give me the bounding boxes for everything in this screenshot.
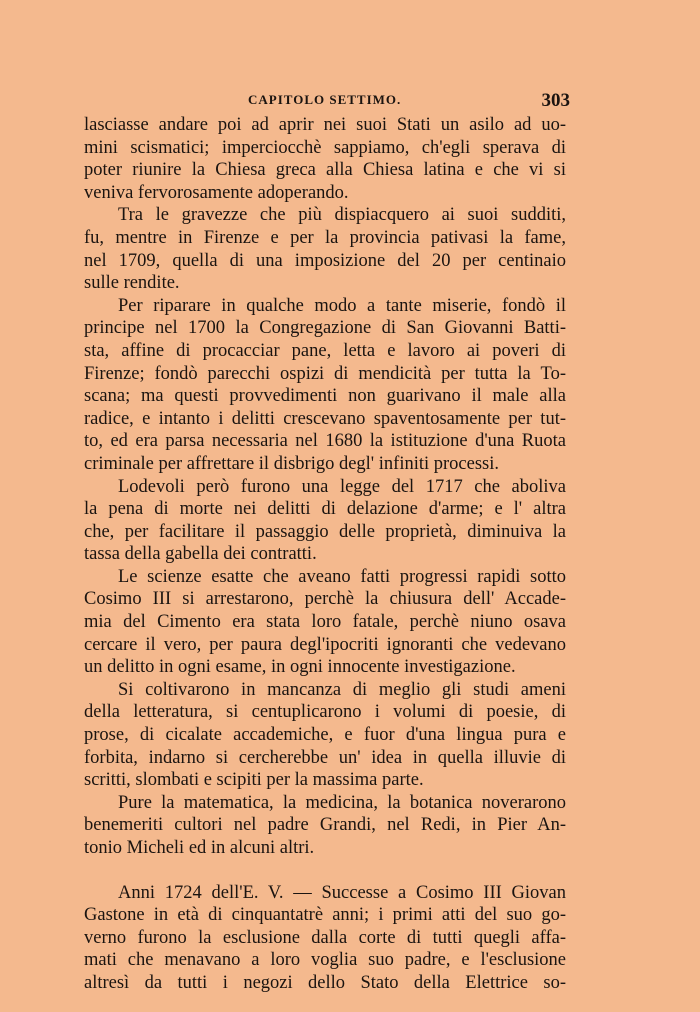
text-line: la pena di morte nei delitti di delazione d'arme; e l' altra xyxy=(84,499,566,520)
text-line: Anni 1724 dell'E. V. — Successe a Cosimo III Giovan xyxy=(118,882,566,903)
text-line: to, ed era parsa necessaria nel 1680 la istituzione d'una Ruota xyxy=(84,431,566,452)
text-line: verno furono la esclusione dalla corte di tutti quegli affa- xyxy=(84,927,566,948)
text-line: un delitto in ogni esame, in ogni innocente investigazione. xyxy=(84,657,516,678)
paragraph xyxy=(84,114,566,204)
text-line: fu, mentre in Firenze e per la provincia pativasi la fame, xyxy=(84,227,566,248)
text-line: prose, di cicalate accademiche, e fuor d'una lingua pura e xyxy=(84,725,566,746)
text-line: scritti, slombati e scipiti per la massima parte. xyxy=(84,770,424,791)
text-line: lasciasse andare poi ad aprir nei suoi Stati un asilo ad uo- xyxy=(84,115,566,135)
text-line: mati che menavano a loro voglia suo padre, e l'esclusione xyxy=(84,950,566,971)
text-line: poter riunire la Chiesa greca alla Chiesa latina e che vi si xyxy=(84,160,566,181)
paragraph xyxy=(84,476,566,566)
text-line: altresì da tutti i negozi dello Stato della Elettrice so- xyxy=(84,972,566,993)
text-line: nel 1709, quella di una imposizione del 20 per centinaio xyxy=(84,250,566,271)
text-line: cercare il vero, per paura degl'ipocriti ignoranti che vedevano xyxy=(84,634,566,655)
text-line: Cosimo III si arrestarono, perchè la chiusura dell' Accade- xyxy=(84,589,566,610)
text-line: tassa della gabella dei contratti. xyxy=(84,544,317,565)
text-line: Lodevoli però furono una legge del 1717 che aboliva xyxy=(118,476,566,497)
section-gap xyxy=(84,860,566,882)
text-line: Gastone in età di cinquantatrè anni; i primi atti del suo go- xyxy=(84,905,566,926)
paragraph xyxy=(84,295,566,476)
text-line: sta, affine di procacciar pane, letta e lavoro ai poveri di xyxy=(84,340,566,361)
text-line: che, per facilitare il passaggio delle proprietà, diminuiva la xyxy=(84,521,566,542)
text-line: forbita, indarno si cercherebbe un' idea in quella illuvie di xyxy=(84,747,566,768)
text-line: Pure la matematica, la medicina, la botanica noverarono xyxy=(118,792,566,813)
paragraph xyxy=(84,882,566,995)
text-line: benemeriti cultori nel padre Grandi, nel Redi, in Pier An- xyxy=(84,815,566,836)
page-header xyxy=(108,90,570,116)
text-line: principe nel 1700 la Congregazione di San Giovanni Batti- xyxy=(84,318,566,339)
text-line: criminale per affrettare il disbrigo degl' infiniti processi. xyxy=(84,453,499,474)
text-line: Per riparare in qualche modo a tante miserie, fondò il xyxy=(118,295,566,316)
text-line: radice, e intanto i delitti crescevano spaventosamente per tut- xyxy=(84,408,566,429)
body-text xyxy=(84,114,566,995)
text-line: Le scienze esatte che aveano fatti progressi rapidi sotto xyxy=(118,566,566,587)
text-line: sulle rendite. xyxy=(84,273,180,294)
text-line: della letteratura, si centuplicarono i volumi di poesie, di xyxy=(84,702,566,723)
paragraph xyxy=(84,204,566,294)
text-line: Tra le gravezze che più dispiacquero ai suoi sudditi, xyxy=(118,205,566,226)
text-line: scana; ma questi provvedimenti non guarivano il male alla xyxy=(84,386,566,407)
paragraph xyxy=(84,792,566,860)
paragraph xyxy=(84,679,566,792)
text-line: tonio Micheli ed in alcuni altri. xyxy=(84,838,315,858)
running-head: CAPITOLO SETTIMO. xyxy=(248,92,402,107)
paragraph xyxy=(84,566,566,679)
text-line: mia del Cimento era stata loro fatale, perchè niuno osava xyxy=(84,612,566,633)
text-line: mini scismatici; imperciocchè sappiamo, ch'egli sperava di xyxy=(84,137,566,158)
text-line: Si coltivarono in mancanza di meglio gli studi ameni xyxy=(118,679,566,700)
text-line: Firenze; fondò parecchi ospizi di mendicità per tutta la Το- xyxy=(84,363,566,384)
page-number: 303 xyxy=(541,90,570,111)
text-line: veniva fervorosamente adoperando. xyxy=(84,182,349,203)
